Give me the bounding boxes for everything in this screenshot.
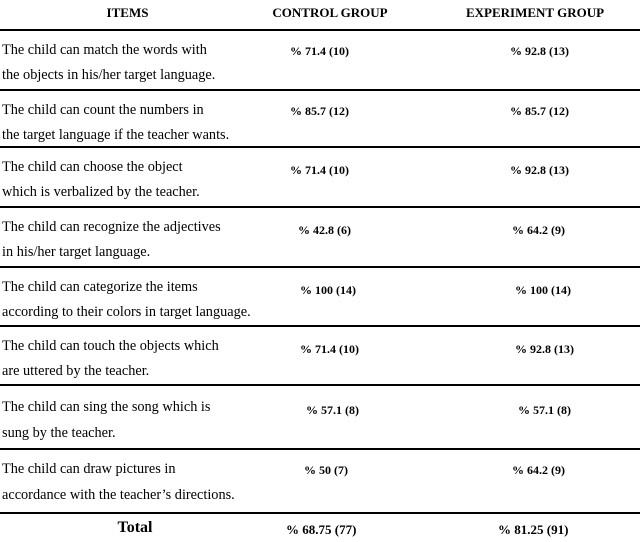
item-text-line2: which is verbalized by the teacher.: [2, 184, 200, 200]
total-label: Total: [117, 519, 153, 536]
item-text-line1: The child can choose the object: [2, 159, 183, 175]
experiment-value: % 92.8 (13): [515, 342, 574, 356]
item-text-line2: are uttered by the teacher.: [2, 363, 150, 379]
table-header: [0, 0, 640, 31]
item-text-line1: The child can touch the objects which: [2, 338, 219, 354]
control-value: % 42.8 (6): [298, 223, 351, 237]
item-text-line1: The child can draw pictures in: [2, 461, 176, 477]
item-text-line1: The child can match the words with: [2, 42, 207, 58]
item-text-line1: The child can categorize the items: [2, 279, 198, 295]
item-text-line1: The child can sing the song which is: [2, 399, 211, 415]
control-value: % 71.4 (10): [300, 342, 359, 356]
control-value: % 71.4 (10): [290, 163, 349, 177]
item-text-line2: according to their colors in target language.: [2, 304, 251, 320]
experiment-value: % 64.2 (9): [512, 463, 565, 477]
table-row: [0, 268, 640, 327]
header-control-group: CONTROL GROUP: [272, 5, 388, 20]
control-value: % 71.4 (10): [290, 44, 349, 58]
item-text-line2: accordance with the teacher’s directions.: [2, 487, 235, 503]
table-row: [0, 31, 640, 91]
control-value: % 50 (7): [304, 463, 348, 477]
experiment-value: % 92.8 (13): [510, 44, 569, 58]
header-items: ITEMS: [106, 5, 149, 20]
control-value: % 85.7 (12): [290, 104, 349, 118]
header-experiment-group: EXPERIMENT GROUP: [465, 5, 605, 20]
experiment-value: % 92.8 (13): [510, 163, 569, 177]
table-row: [0, 386, 640, 450]
experiment-value: % 64.2 (9): [512, 223, 565, 237]
experiment-value: % 57.1 (8): [518, 403, 571, 417]
table-row: [0, 91, 640, 148]
total-control-value: % 68.75 (77): [286, 522, 357, 537]
table-row: [0, 148, 640, 208]
item-text-line2: sung by the teacher.: [2, 425, 116, 441]
table-row: [0, 327, 640, 386]
item-text-line1: The child can recognize the adjectives: [2, 219, 221, 235]
total-experiment-value: % 81.25 (91): [498, 522, 569, 537]
control-value: % 100 (14): [300, 283, 356, 297]
experiment-value: % 100 (14): [515, 283, 571, 297]
control-value: % 57.1 (8): [306, 403, 359, 417]
table-row: [0, 208, 640, 268]
total-row: [0, 516, 640, 542]
item-text-line1: The child can count the numbers in: [2, 102, 204, 118]
item-text-line2: the objects in his/her target language.: [2, 67, 216, 83]
table-row: [0, 450, 640, 514]
item-text-line2: in his/her target language.: [2, 244, 151, 260]
experiment-value: % 85.7 (12): [510, 104, 569, 118]
item-text-line2: the target language if the teacher wants.: [2, 127, 230, 143]
